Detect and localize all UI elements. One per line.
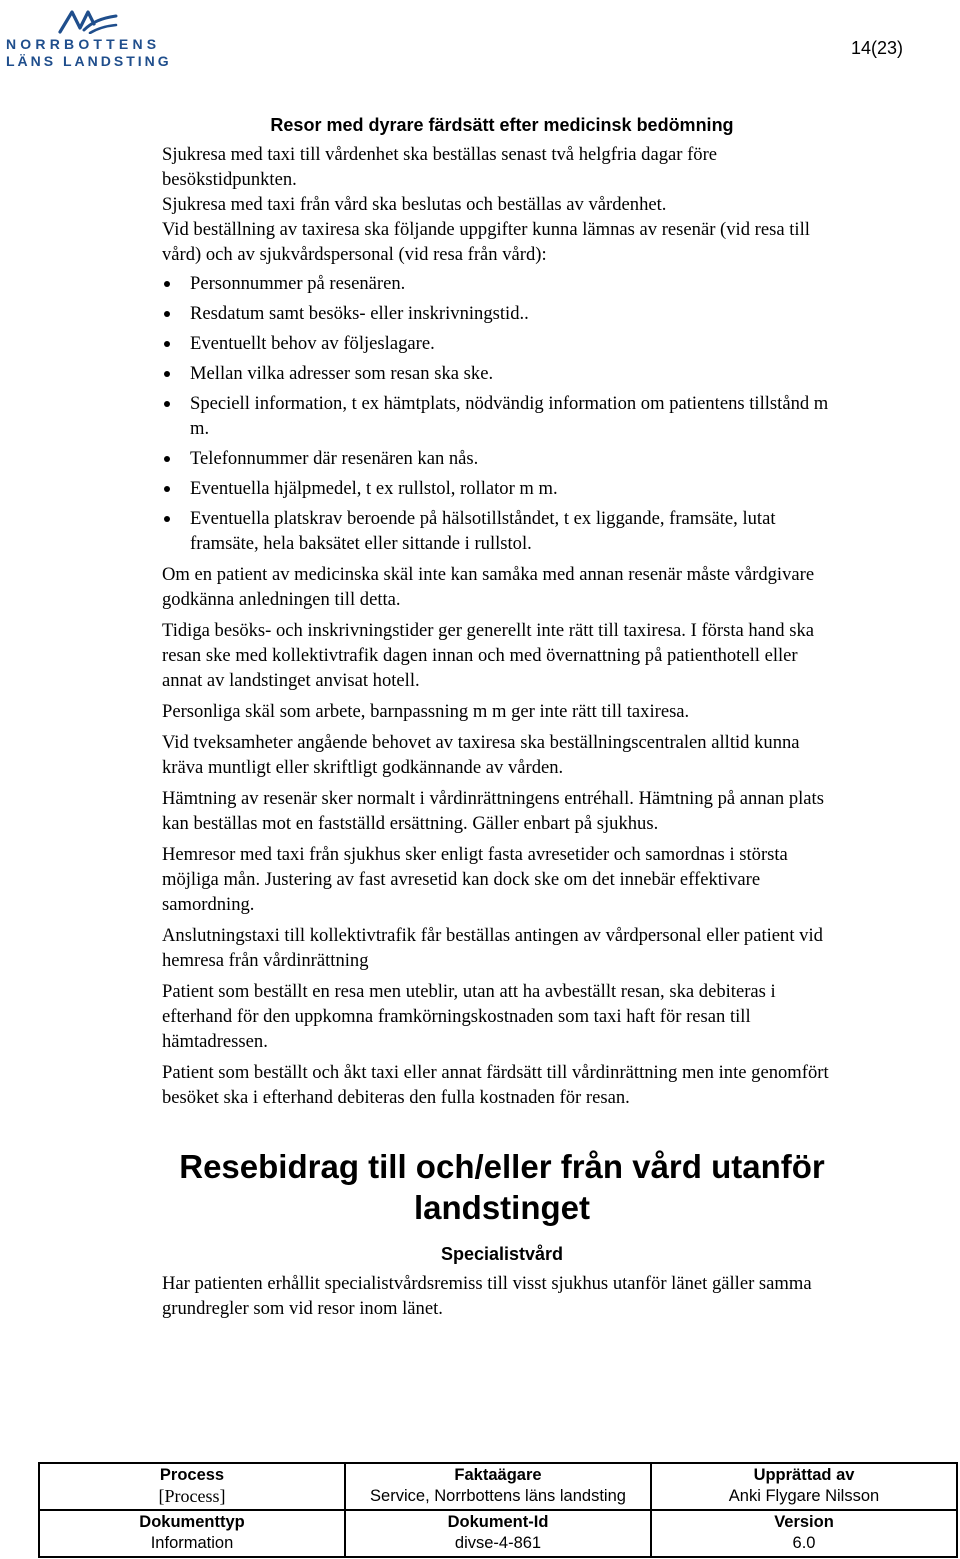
page-number: 14(23): [850, 38, 903, 58]
list-item: Resdatum samt besöks- eller inskrivningstid..: [162, 301, 842, 326]
footer-label: Version: [774, 1513, 834, 1531]
list-item: Eventuellt behov av följeslagare.: [162, 331, 842, 356]
paragraph: Sjukresa med taxi från vård ska beslutas och beställas av vårdenhet.: [162, 194, 667, 215]
footer-label: Process: [159, 1466, 225, 1484]
footer-value: divse-4-861: [454, 1534, 542, 1552]
paragraph: Sjukresa med taxi till vårdenhet ska beställas senast två helgfria dagar före besökstidpunkten.: [162, 144, 718, 190]
paragraph: Hämtning av resenär sker normalt i vårdinrättningens entréhall. Hämtning på annan plats kan beställas mot en fastställd ersättning. Gäller enbart på sjukhus.: [162, 788, 824, 834]
paragraph: Patient som beställt och åkt taxi eller annat färdsätt till vårdinrättning men inte genomfört besöket ska i efterhand debiteras den fulla kostnaden för resan.: [162, 1062, 829, 1108]
document-body: [162, 113, 842, 1327]
footer-label: Upprättad av: [753, 1466, 855, 1484]
footer-cell-upprattad: [651, 1463, 957, 1510]
paragraph: Patient som beställt en resa men uteblir, utan att ha avbeställt resan, ska debiteras i efterhand för den uppkomna framkörningskostnaden som taxi haft för resan till hämtadressen.: [162, 981, 776, 1052]
footer-cell-dokumentid: [345, 1510, 651, 1557]
sub-heading: Specialistvård: [440, 1244, 564, 1264]
footer-label: Dokument-Id: [447, 1513, 549, 1531]
paragraph: Om en patient av medicinska skäl inte kan samåka med annan resenär måste vårdgivare godkänna anledningen till detta.: [162, 564, 815, 610]
footer-value: Service, Norrbottens läns landsting: [370, 1487, 626, 1505]
list-item: Speciell information, t ex hämtplats, nödvändig information om patientens tillstånd m m.: [162, 391, 842, 441]
list-item: Eventuella hjälpmedel, t ex rullstol, rollator m m.: [162, 476, 842, 501]
list-item: Mellan vilka adresser som resan ska ske.: [162, 361, 842, 386]
bird-wave-logo-icon: [58, 6, 118, 34]
paragraph: Personliga skäl som arbete, barnpassning m m ger inte rätt till taxiresa.: [162, 701, 690, 722]
footer-label: Faktaägare: [454, 1466, 542, 1484]
footer-value: [Process]: [158, 1486, 226, 1506]
footer-value: Anki Flygare Nilsson: [728, 1487, 880, 1505]
footer-cell-process: [39, 1463, 345, 1510]
paragraph: Har patienten erhållit specialistvårdsremiss till visst sjukhus utanför länet gäller samma grundregler som vid resor inom länet.: [162, 1273, 812, 1319]
bullet-list: [162, 271, 842, 556]
footer-value: 6.0: [792, 1534, 816, 1552]
paragraph: Tidiga besöks- och inskrivningstider ger generellt inte rätt till taxiresa. I första hand ska resan ske med kollektivtrafik dagen innan och med övernattning på patienthotell eller annat av landstinget anvisat hotell.: [162, 620, 815, 691]
footer-label: Dokumenttyp: [139, 1513, 245, 1531]
footer-cell-version: [651, 1510, 957, 1557]
section-heading: Resor med dyrare färdsätt efter medicinsk bedömning: [270, 115, 734, 135]
logo-text-line1: NORRBOTTENS: [6, 36, 161, 52]
norrbotten-logo: [4, 6, 172, 68]
logo-text-line2: LÄNS LANDSTING: [6, 53, 172, 69]
list-item: Telefonnummer där resenären kan nås.: [162, 446, 842, 471]
paragraph: Anslutningstaxi till kollektivtrafik får beställas antingen av vårdpersonal eller patient vid hemresa från vårdinrättning: [162, 925, 823, 971]
footer-cell-faktaagare: [345, 1463, 651, 1510]
list-item: Personnummer på resenären.: [162, 271, 842, 296]
document-info-footer: [38, 1462, 958, 1558]
paragraph: Hemresor med taxi från sjukhus sker enligt fasta avresetider och samordnas i största möjliga mån. Justering av fast avresetid kan dock ske om det innebär effektivare samordning.: [162, 844, 788, 915]
list-item: Eventuella platskrav beroende på hälsotillståndet, t ex liggande, framsäte, lutat framsäte, hela baksätet eller sittande i rullstol.: [162, 506, 842, 556]
main-heading: Resebidrag till och/eller från vård utanför landstinget: [179, 1148, 825, 1226]
footer-cell-dokumenttyp: [39, 1510, 345, 1557]
footer-value: Information: [150, 1534, 234, 1552]
paragraph: Vid beställning av taxiresa ska följande uppgifter kunna lämnas av resenär (vid resa till vård) och av sjukvårdspersonal (vid resa från vård):: [162, 219, 810, 265]
paragraph: Vid tveksamheter angående behovet av taxiresa ska beställningscentralen alltid kunna kräva muntligt eller skriftligt godkännande av vården.: [162, 732, 800, 778]
